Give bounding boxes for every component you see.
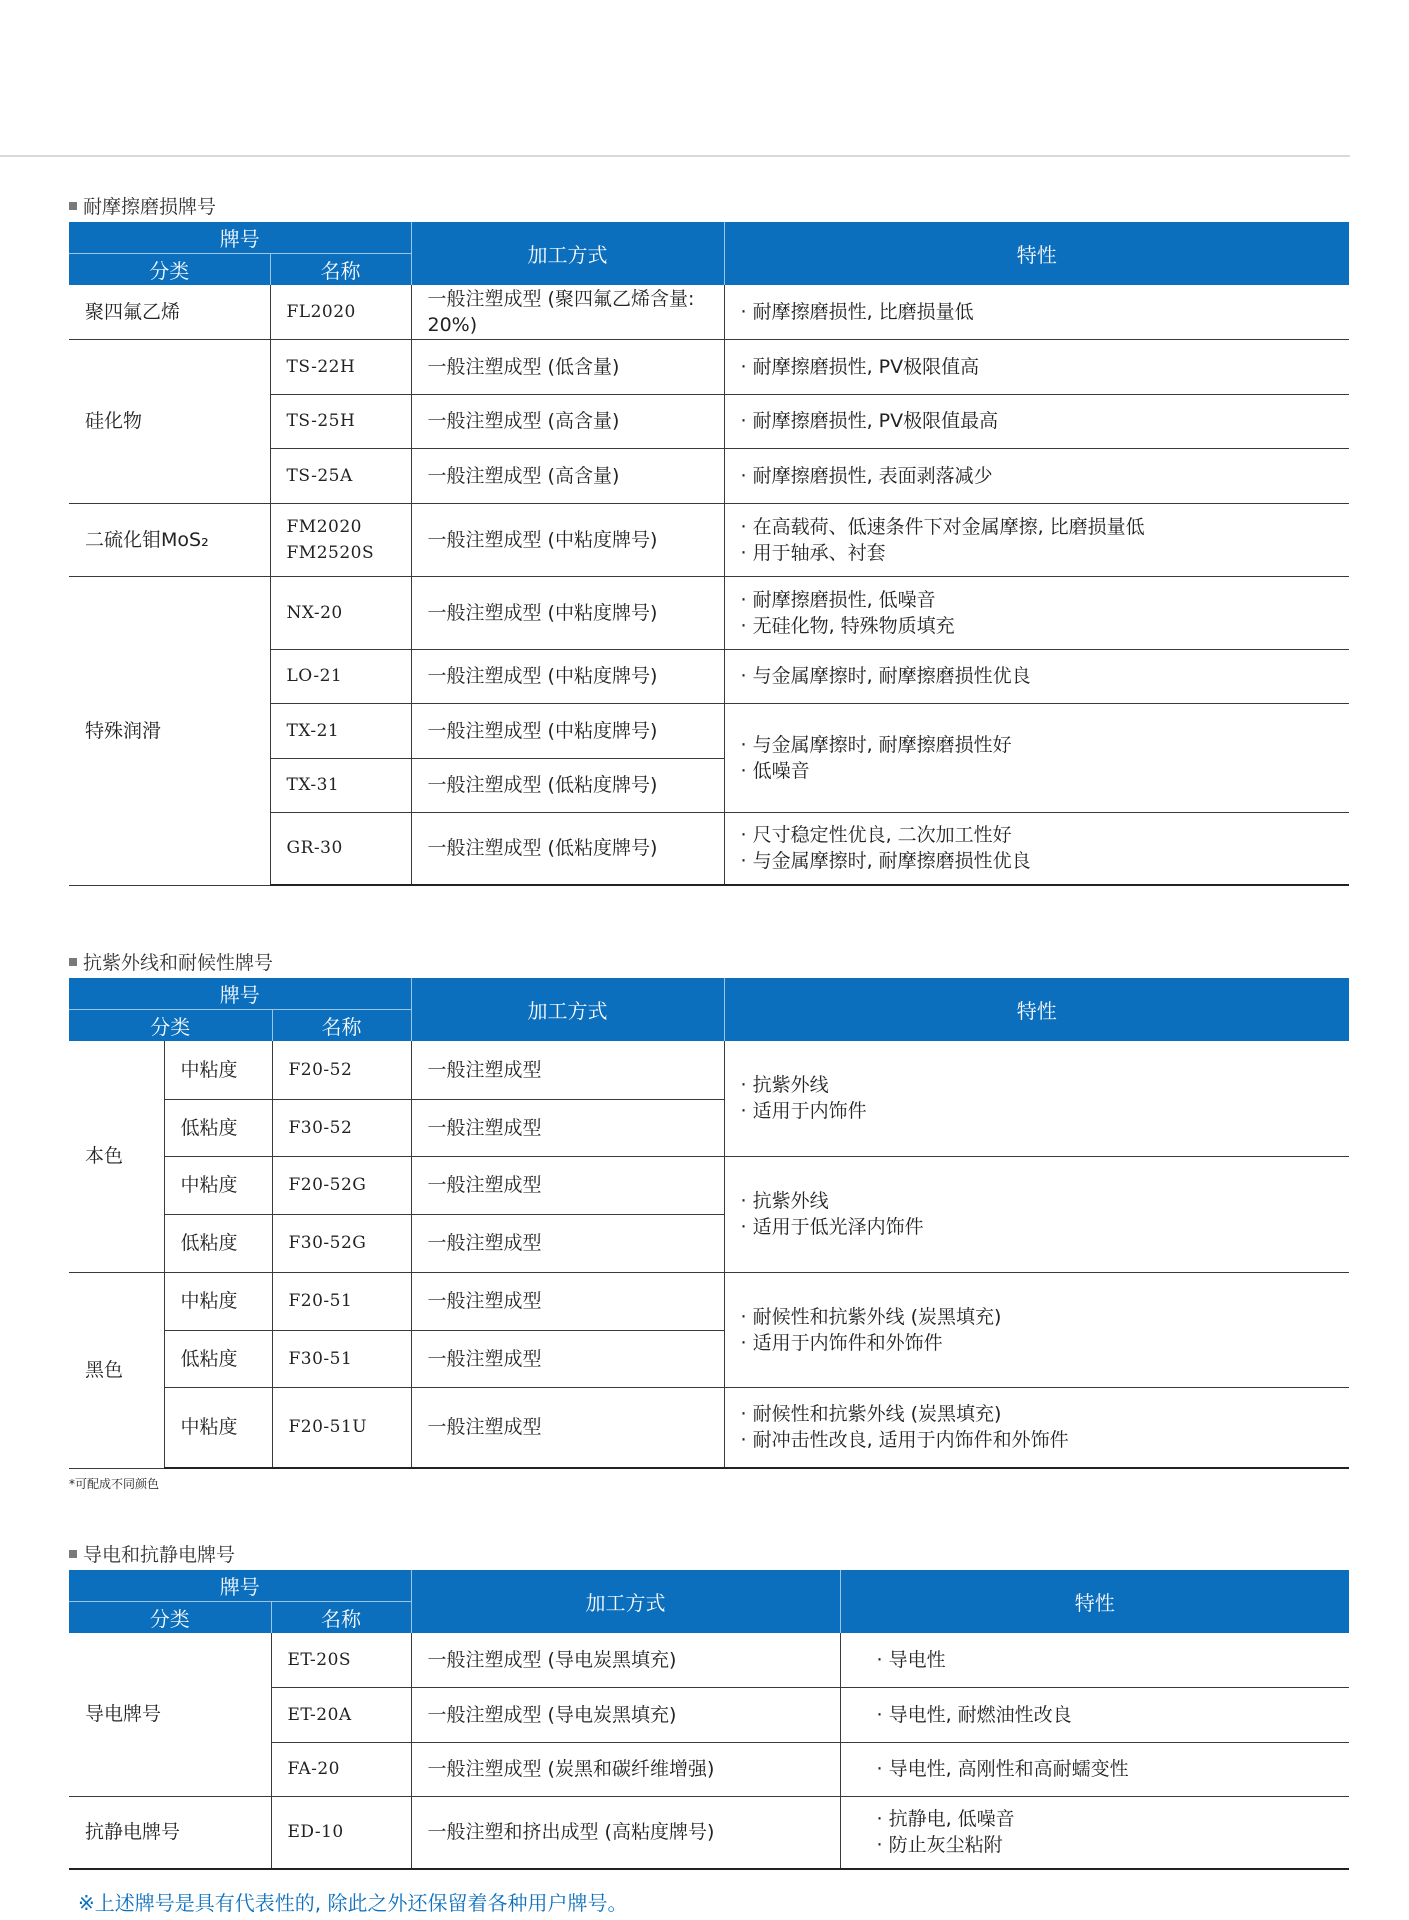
header-process: 加工方式 bbox=[411, 222, 724, 285]
bullet-square-icon bbox=[69, 1550, 77, 1558]
table-row bbox=[69, 1387, 1349, 1468]
feature-cell: · 耐候性和抗紫外线 (炭黑填充) · 适用于内饰件和外饰件 bbox=[724, 1272, 1349, 1387]
table-row bbox=[69, 1156, 1349, 1214]
process-cell: 一般注塑成型 bbox=[411, 1041, 724, 1099]
process-cell: 一般注塑成型 (中粘度牌号) bbox=[411, 503, 724, 576]
process-cell: 一般注塑和挤出成型 (高粘度牌号) bbox=[411, 1796, 840, 1869]
grade-name: TS-22H bbox=[270, 339, 411, 394]
bullet-square-icon bbox=[69, 202, 77, 210]
feature-cell: · 抗紫外线 · 适用于低光泽内饰件 bbox=[724, 1156, 1349, 1272]
feature-cell: · 耐摩擦磨损性, PV极限值高 bbox=[724, 339, 1349, 394]
process-cell: 一般注塑成型 (导电炭黑填充) bbox=[411, 1633, 840, 1687]
header-category: 分类 bbox=[69, 253, 270, 285]
process-cell: 一般注塑成型 bbox=[411, 1330, 724, 1387]
process-cell: 一般注塑成型 (中粘度牌号) bbox=[411, 649, 724, 703]
header-category: 分类 bbox=[69, 1601, 271, 1633]
grade-name: F30-51 bbox=[272, 1330, 411, 1387]
footnote: ※上述牌号是具有代表性的, 除此之外还保留着各种用户牌号。 bbox=[78, 1891, 628, 1915]
grade-name: GR-30 bbox=[270, 812, 411, 885]
header-features: 特性 bbox=[724, 222, 1349, 285]
category-cell: 黑色 bbox=[69, 1272, 164, 1468]
feature-cell: · 耐摩擦磨损性, 低噪音 · 无硅化物, 特殊物质填充 bbox=[724, 576, 1349, 649]
header-name: 名称 bbox=[270, 253, 411, 285]
grade-name: ED-10 bbox=[271, 1796, 411, 1869]
uv-weather-table bbox=[69, 978, 1349, 1469]
feature-cell: · 导电性 bbox=[840, 1633, 1349, 1687]
header-name: 名称 bbox=[271, 1601, 411, 1633]
grade-name: F20-52G bbox=[272, 1156, 411, 1214]
process-cell: 一般注塑成型 (低粘度牌号) bbox=[411, 758, 724, 812]
section-wear-resistant bbox=[69, 192, 1349, 886]
process-cell: 一般注塑成型 (导电炭黑填充) bbox=[411, 1687, 840, 1742]
table-row bbox=[69, 576, 1349, 649]
feature-cell: · 抗静电, 低噪音 · 防止灰尘粘附 bbox=[840, 1796, 1349, 1869]
feature-cell: · 与金属摩擦时, 耐摩擦磨损性好 · 低噪音 bbox=[724, 703, 1349, 812]
header-process: 加工方式 bbox=[411, 978, 724, 1041]
process-cell: 一般注塑成型 (高含量) bbox=[411, 394, 724, 448]
table-row bbox=[69, 1041, 1349, 1099]
grade-name: TX-31 bbox=[270, 758, 411, 812]
section-conductive bbox=[69, 1540, 1349, 1870]
header-brand: 牌号 bbox=[69, 978, 411, 1009]
viscosity-cell: 中粘度 bbox=[164, 1156, 272, 1214]
grade-name: F20-51 bbox=[272, 1272, 411, 1330]
viscosity-cell: 中粘度 bbox=[164, 1387, 272, 1468]
feature-cell: · 在高载荷、低速条件下对金属摩擦, 比磨损量低 · 用于轴承、衬套 bbox=[724, 503, 1349, 576]
grade-name: F20-51U bbox=[272, 1387, 411, 1468]
grade-name: NX-20 bbox=[270, 576, 411, 649]
viscosity-cell: 中粘度 bbox=[164, 1272, 272, 1330]
grade-name: F20-52 bbox=[272, 1041, 411, 1099]
table-row bbox=[69, 285, 1349, 339]
wear-resistant-table bbox=[69, 222, 1349, 886]
viscosity-cell: 中粘度 bbox=[164, 1041, 272, 1099]
grade-name: F30-52 bbox=[272, 1099, 411, 1156]
table-row bbox=[69, 1272, 1349, 1330]
process-cell: 一般注塑成型 bbox=[411, 1156, 724, 1214]
section-title: 耐摩擦磨损牌号 bbox=[69, 192, 1349, 222]
process-cell: 一般注塑成型 bbox=[411, 1099, 724, 1156]
grade-name: LO-21 bbox=[270, 649, 411, 703]
process-cell: 一般注塑成型 bbox=[411, 1272, 724, 1330]
feature-cell: · 导电性, 耐燃油性改良 bbox=[840, 1687, 1349, 1742]
header-category: 分类 bbox=[69, 1009, 272, 1041]
feature-cell: · 与金属摩擦时, 耐摩擦磨损性优良 bbox=[724, 649, 1349, 703]
section-title: 导电和抗静电牌号 bbox=[69, 1540, 1349, 1570]
category-cell: 聚四氟乙烯 bbox=[69, 285, 270, 339]
category-cell: 特殊润滑 bbox=[69, 576, 270, 885]
grade-name: TS-25H bbox=[270, 394, 411, 448]
feature-cell: · 耐候性和抗紫外线 (炭黑填充) · 耐冲击性改良, 适用于内饰件和外饰件 bbox=[724, 1387, 1349, 1468]
header-brand: 牌号 bbox=[69, 222, 411, 253]
process-cell: 一般注塑成型 (高含量) bbox=[411, 448, 724, 503]
conductive-table bbox=[69, 1570, 1349, 1870]
viscosity-cell: 低粘度 bbox=[164, 1099, 272, 1156]
header-features: 特性 bbox=[724, 978, 1349, 1041]
feature-cell: · 尺寸稳定性优良, 二次加工性好 · 与金属摩擦时, 耐摩擦磨损性优良 bbox=[724, 812, 1349, 885]
header-features: 特性 bbox=[840, 1570, 1349, 1633]
table-row bbox=[69, 339, 1349, 394]
feature-cell: · 耐摩擦磨损性, 表面剥落减少 bbox=[724, 448, 1349, 503]
feature-cell: · 抗紫外线 · 适用于内饰件 bbox=[724, 1041, 1349, 1156]
table-row bbox=[69, 1796, 1349, 1869]
grade-name: TX-21 bbox=[270, 703, 411, 758]
bullet-square-icon bbox=[69, 958, 77, 966]
grade-name: FL2020 bbox=[270, 285, 411, 339]
category-cell: 硅化物 bbox=[69, 339, 270, 503]
process-cell: 一般注塑成型 (低粘度牌号) bbox=[411, 812, 724, 885]
category-cell: 抗静电牌号 bbox=[69, 1796, 271, 1869]
header-brand: 牌号 bbox=[69, 1570, 411, 1601]
section-uv-weather bbox=[69, 948, 1349, 1492]
grade-name: TS-25A bbox=[270, 448, 411, 503]
color-note: *可配成不同颜色 bbox=[69, 1477, 160, 1491]
grade-name: ET-20S bbox=[271, 1633, 411, 1687]
grade-name: ET-20A bbox=[271, 1687, 411, 1742]
viscosity-cell: 低粘度 bbox=[164, 1330, 272, 1387]
section-title: 抗紫外线和耐候性牌号 bbox=[69, 948, 1349, 978]
header-process: 加工方式 bbox=[411, 1570, 840, 1633]
table-row bbox=[69, 503, 1349, 576]
process-cell: 一般注塑成型 (低含量) bbox=[411, 339, 724, 394]
top-divider bbox=[0, 155, 1350, 157]
feature-cell: · 耐摩擦磨损性, 比磨损量低 bbox=[724, 285, 1349, 339]
process-cell: 一般注塑成型 (炭黑和碳纤维增强) bbox=[411, 1742, 840, 1796]
category-cell: 导电牌号 bbox=[69, 1633, 271, 1796]
grade-name: F30-52G bbox=[272, 1214, 411, 1272]
viscosity-cell: 低粘度 bbox=[164, 1214, 272, 1272]
process-cell: 一般注塑成型 (聚四氟乙烯含量: 20%) bbox=[411, 285, 724, 339]
feature-cell: · 导电性, 高刚性和高耐蠕变性 bbox=[840, 1742, 1349, 1796]
category-cell: 本色 bbox=[69, 1041, 164, 1272]
category-cell: 二硫化钼MoS₂ bbox=[69, 503, 270, 576]
header-name: 名称 bbox=[272, 1009, 411, 1041]
process-cell: 一般注塑成型 bbox=[411, 1387, 724, 1468]
feature-cell: · 耐摩擦磨损性, PV极限值最高 bbox=[724, 394, 1349, 448]
process-cell: 一般注塑成型 bbox=[411, 1214, 724, 1272]
process-cell: 一般注塑成型 (中粘度牌号) bbox=[411, 576, 724, 649]
table-row bbox=[69, 1633, 1349, 1687]
process-cell: 一般注塑成型 (中粘度牌号) bbox=[411, 703, 724, 758]
grade-name: FA-20 bbox=[271, 1742, 411, 1796]
grade-name: FM2020 FM2520S bbox=[270, 503, 411, 576]
